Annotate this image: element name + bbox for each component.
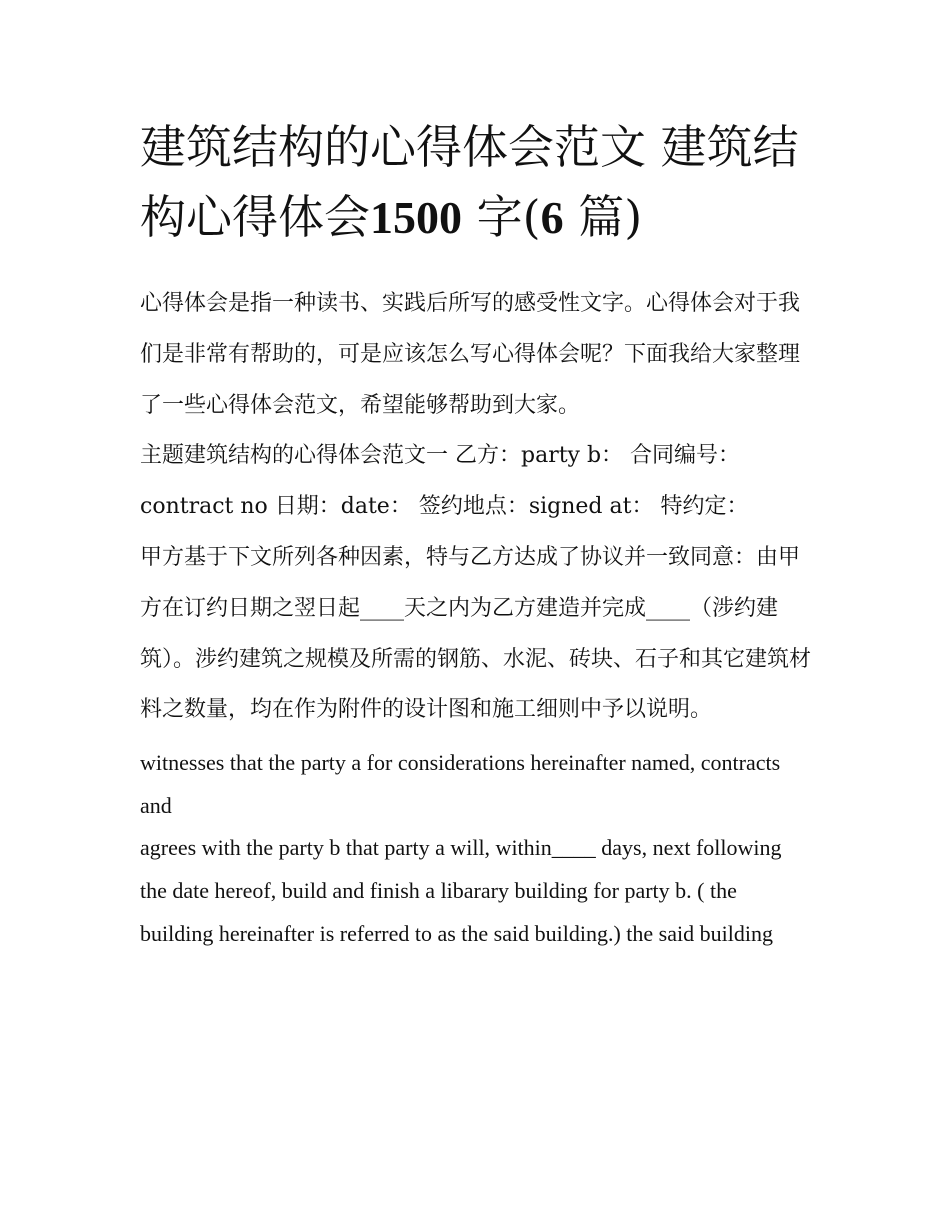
- english-line-4: building hereinafter is referred to as the said building.) the said building: [140, 920, 773, 946]
- document-page: [140, 112, 816, 955]
- english-line-3: the date hereof, build and finish a libarary building for party b. ( the: [140, 877, 737, 903]
- english-line-2: agrees with the party b that party a will, within____ days, next following: [140, 835, 782, 861]
- title-text-part1: 建筑结构的心得体会范文 建筑结构心得体会: [140, 120, 799, 244]
- title-text-part3: 篇): [563, 190, 643, 244]
- english-line-1: witnesses that the party a for considerations hereinafter named, contracts and: [140, 750, 781, 818]
- title-number-6: 6: [540, 192, 564, 243]
- title-number-1500: 1500: [370, 192, 462, 243]
- contract-header-paragraph: 主题建筑结构的心得体会范文一 乙方：party b： 合同编号：contract no 日期：date： 签约地点：signed at： 特约定：: [140, 443, 749, 520]
- document-title: [140, 112, 816, 253]
- title-text-part2: 字(: [462, 190, 541, 244]
- contract-body-paragraph: 甲方基于下文所列各种因素，特与乙方达成了协议并一致同意：由甲方在订约日期之翌日起____天之内为乙方建造并完成____（涉约建筑）。涉约建筑之规模及所需的钢筋、水泥、砖块、石子和其它建筑材料之数量，均在作为附件的设计图和施工细则中予以说明。: [140, 544, 812, 723]
- intro-paragraph: 心得体会是指一种读书、实践后所写的感受性文字。心得体会对于我们是非常有帮助的，可是应该怎么写心得体会呢？下面我给大家整理了一些心得体会范文，希望能够帮助到大家。: [140, 291, 801, 418]
- chinese-body: [140, 279, 816, 736]
- english-body: [140, 742, 816, 955]
